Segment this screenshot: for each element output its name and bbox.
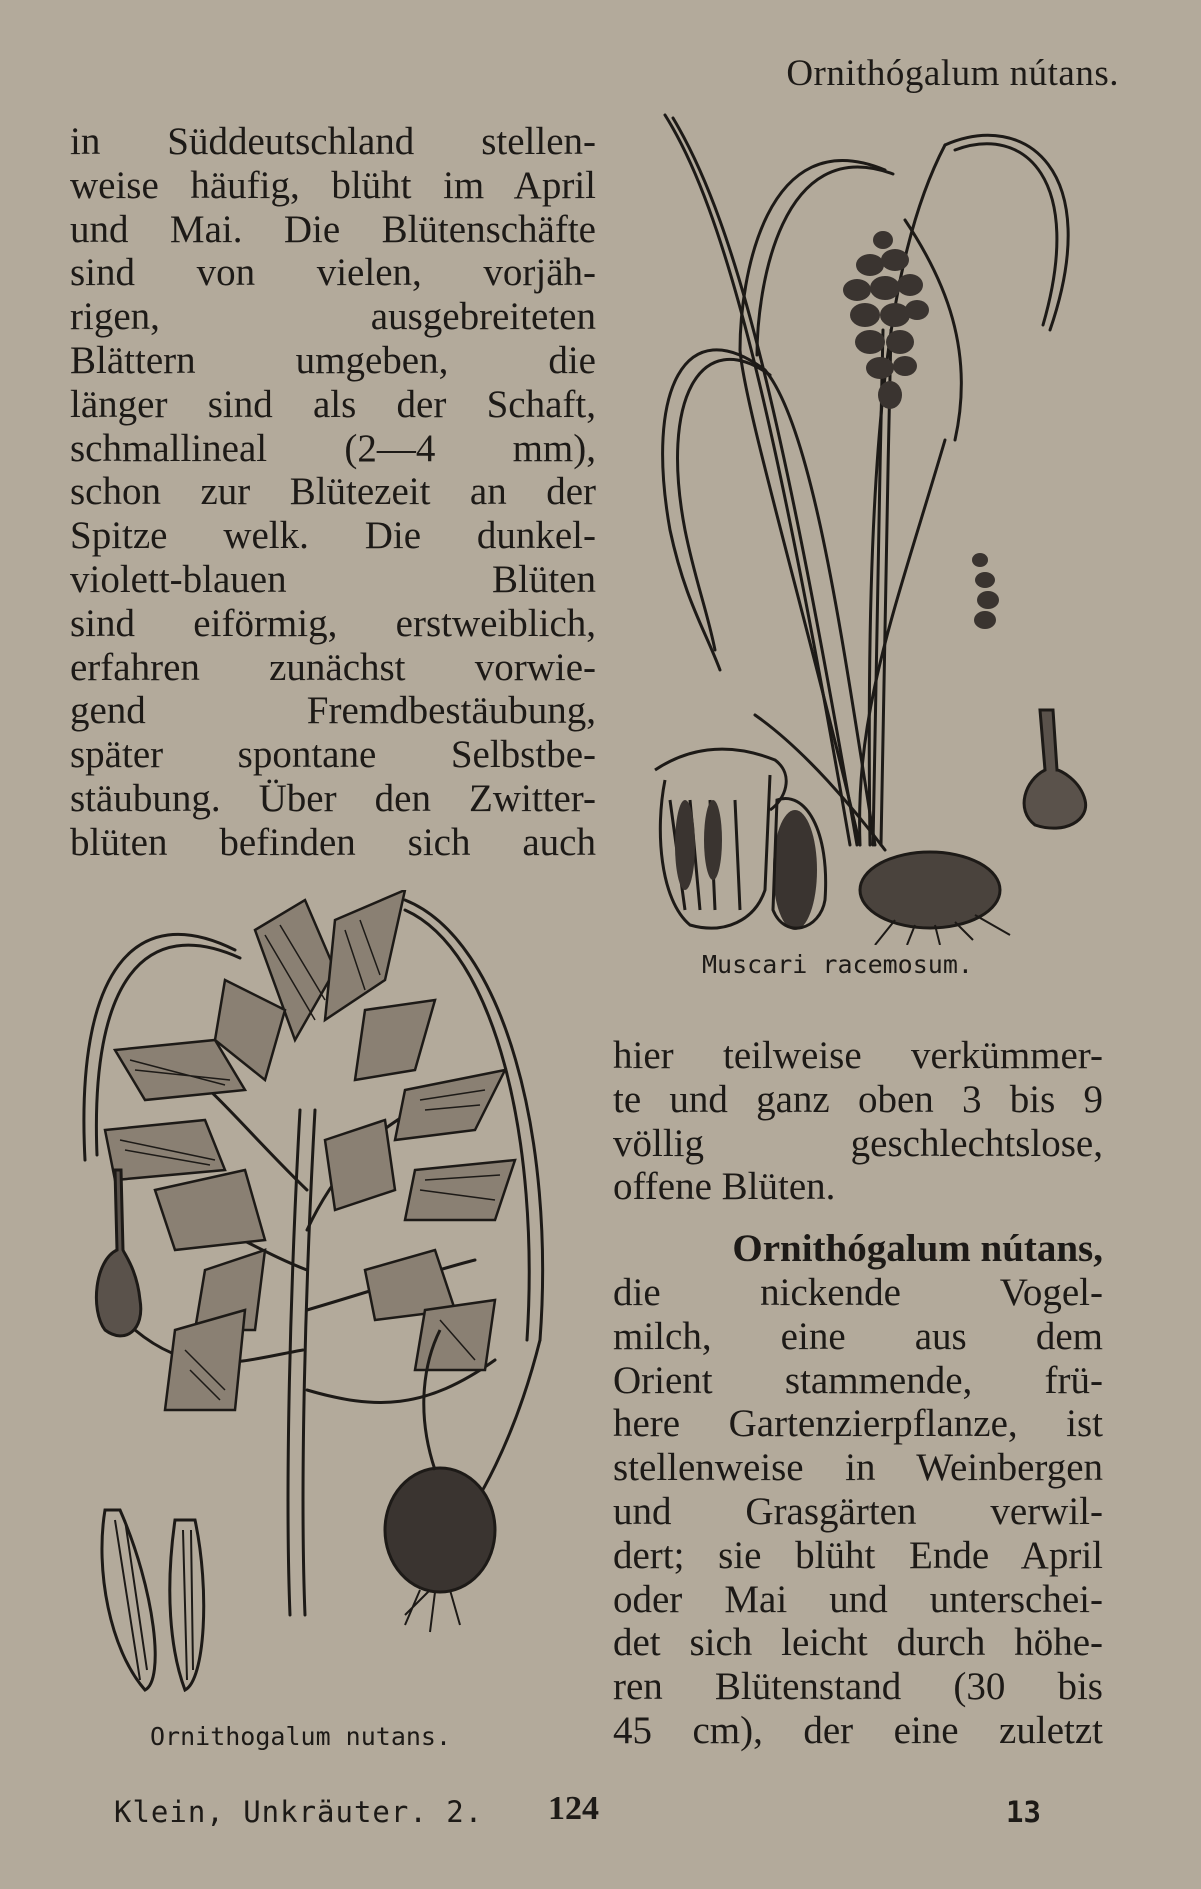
text-line: 45 cm), der eine zuletzt xyxy=(613,1708,1103,1752)
text-line: te und ganz oben 3 bis 9 xyxy=(613,1077,1103,1121)
text-line: hier teilweise verkümmer- xyxy=(613,1034,1103,1077)
text-line: Orient stammende, frü- xyxy=(613,1358,1103,1402)
text-line: gend Fremdbestäubung, xyxy=(70,689,596,733)
footer-page-number: 124 xyxy=(548,1790,599,1827)
text-line: in Süddeutschland stellen- xyxy=(70,120,596,163)
text-line: here Gartenzierpflanze, ist xyxy=(613,1402,1103,1446)
text-line: stäubung. Über den Zwitter- xyxy=(70,776,596,820)
species-heading: Ornithógalum nútans, xyxy=(732,1227,1103,1271)
text-line: erfahren zunächst vorwie- xyxy=(70,645,596,689)
text-line: rigen, ausgebreiteten xyxy=(70,295,596,339)
text-line: stellenweise in Weinbergen xyxy=(613,1446,1103,1490)
text-line: ren Blütenstand (30 bis xyxy=(613,1665,1103,1709)
text-line: milch, eine aus dem xyxy=(613,1314,1103,1358)
text-line: sind von vielen, vorjäh- xyxy=(70,251,596,295)
text-line: länger sind als der Schaft, xyxy=(70,382,596,426)
footer-series: Klein, Unkräuter. 2. xyxy=(114,1795,484,1829)
ornithogalum-caption: Ornithogalum nutans. xyxy=(150,1722,452,1751)
text-line: die nickende Vogel- xyxy=(613,1270,1103,1314)
footer-signature: 13 xyxy=(1006,1795,1041,1829)
text-line: schon zur Blütezeit an der xyxy=(70,470,596,514)
ornithogalum-illustration xyxy=(75,890,565,1710)
text-line: det sich leicht durch höhe- xyxy=(613,1621,1103,1665)
text-line: Blättern umgeben, die xyxy=(70,338,596,382)
text-line: offene Blüten. xyxy=(613,1165,836,1209)
text-line: weise häufig, blüht im April xyxy=(70,163,596,207)
text-line: Spitze welk. Die dunkel- xyxy=(70,514,596,558)
text-line: völlig geschlechtslose, xyxy=(613,1121,1103,1165)
right-text-column xyxy=(613,1034,1103,1753)
text-line: und Mai. Die Blütenschäfte xyxy=(70,207,596,251)
text-line: schmallineal (2—4 mm), xyxy=(70,426,596,470)
left-text-column xyxy=(70,120,596,865)
text-line: sind eiförmig, erstweiblich, xyxy=(70,601,596,645)
muscari-illustration xyxy=(645,110,1095,945)
text-line: und Grasgärten verwil- xyxy=(613,1489,1103,1533)
muscari-caption: Muscari racemosum. xyxy=(702,950,973,979)
running-head: Ornithógalum nútans. xyxy=(786,53,1119,94)
text-line: violett-blauen Blüten xyxy=(70,557,596,601)
text-line: oder Mai und unterschei- xyxy=(613,1577,1103,1621)
text-line: später spontane Selbstbe- xyxy=(70,733,596,777)
text-line: dert; sie blüht Ende April xyxy=(613,1533,1103,1577)
text-line: blüten befinden sich auch xyxy=(70,820,596,864)
